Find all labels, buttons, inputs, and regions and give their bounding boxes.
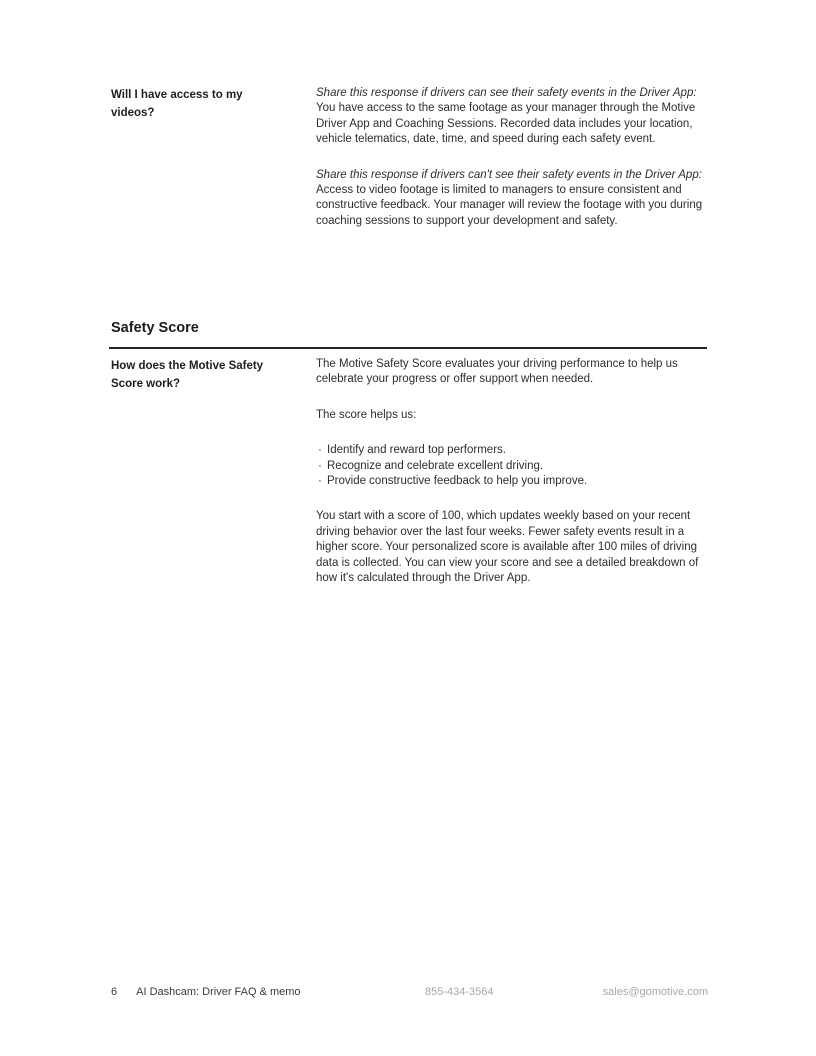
footer-contact — [425, 985, 708, 1000]
footer-email: sales@gomotive.com — [602, 986, 708, 998]
bullet-icon: · — [318, 444, 322, 457]
answer-text-cant-see: Access to video footage is limited to managers to ensure consistent and constructive feedback. Your manager will review the footage with you during coaching sessions to support your development and safety. — [316, 184, 703, 227]
list-item-text: Identify and reward top performers. — [327, 444, 506, 457]
answer-paragraph-can-see — [316, 86, 708, 148]
page-number: 6 — [111, 986, 118, 998]
list-item — [316, 443, 708, 458]
list-item-text: Recognize and celebrate excellent driving. — [327, 459, 544, 472]
answer-outro: You start with a score of 100, which updates weekly based on your recent driving behavior over the last four weeks. Fewer safety events result in a higher score. Your personalized score is available after 100 miles of driving data is collected. You can view your score and see a detailed breakdown of how it's calculated through the Driver App. — [316, 510, 699, 585]
share-note-can-see: Share this response if drivers can see their safety events in the Driver App: — [316, 87, 697, 99]
section-divider — [109, 347, 707, 349]
list-item-text: Provide constructive feedback to help you improve. — [327, 475, 588, 488]
footer-left — [111, 985, 425, 1000]
answer-paragraph-cant-see — [316, 168, 708, 230]
faq-row-video-access — [111, 86, 708, 229]
faq-question-video-access: Will I have access to my videos? — [111, 89, 243, 119]
answer-intro: The Motive Safety Score evaluates your driving performance to help us celebrate your progress or offer support when needed. — [316, 358, 678, 386]
bullet-icon: · — [318, 459, 322, 472]
page-footer — [111, 985, 708, 1000]
answer-text-can-see: You have access to the same footage as your manager through the Motive Driver App and Coaching Sessions. Recorded data includes your location, vehicle telematics, date, time, and speed during each safety event. — [316, 102, 696, 146]
faq-answer-safety-score — [316, 357, 708, 586]
list-item — [316, 459, 708, 474]
footer-phone: 855-434-3564 — [425, 986, 494, 998]
footer-doc-title: AI Dashcam: Driver FAQ & memo — [136, 986, 301, 998]
faq-row-safety-score — [111, 357, 708, 586]
section-title-safety-score: Safety Score — [111, 320, 199, 336]
faq-question-safety-score: How does the Motive Safety Score work? — [111, 360, 264, 390]
share-note-cant-see: Share this response if drivers can't see their safety events in the Driver App: — [316, 168, 702, 181]
list-item — [316, 474, 708, 489]
bullet-icon: · — [318, 475, 322, 488]
score-benefits-list — [316, 443, 708, 489]
answer-list-intro: The score helps us: — [316, 408, 417, 421]
faq-answer-video-access — [316, 86, 708, 229]
